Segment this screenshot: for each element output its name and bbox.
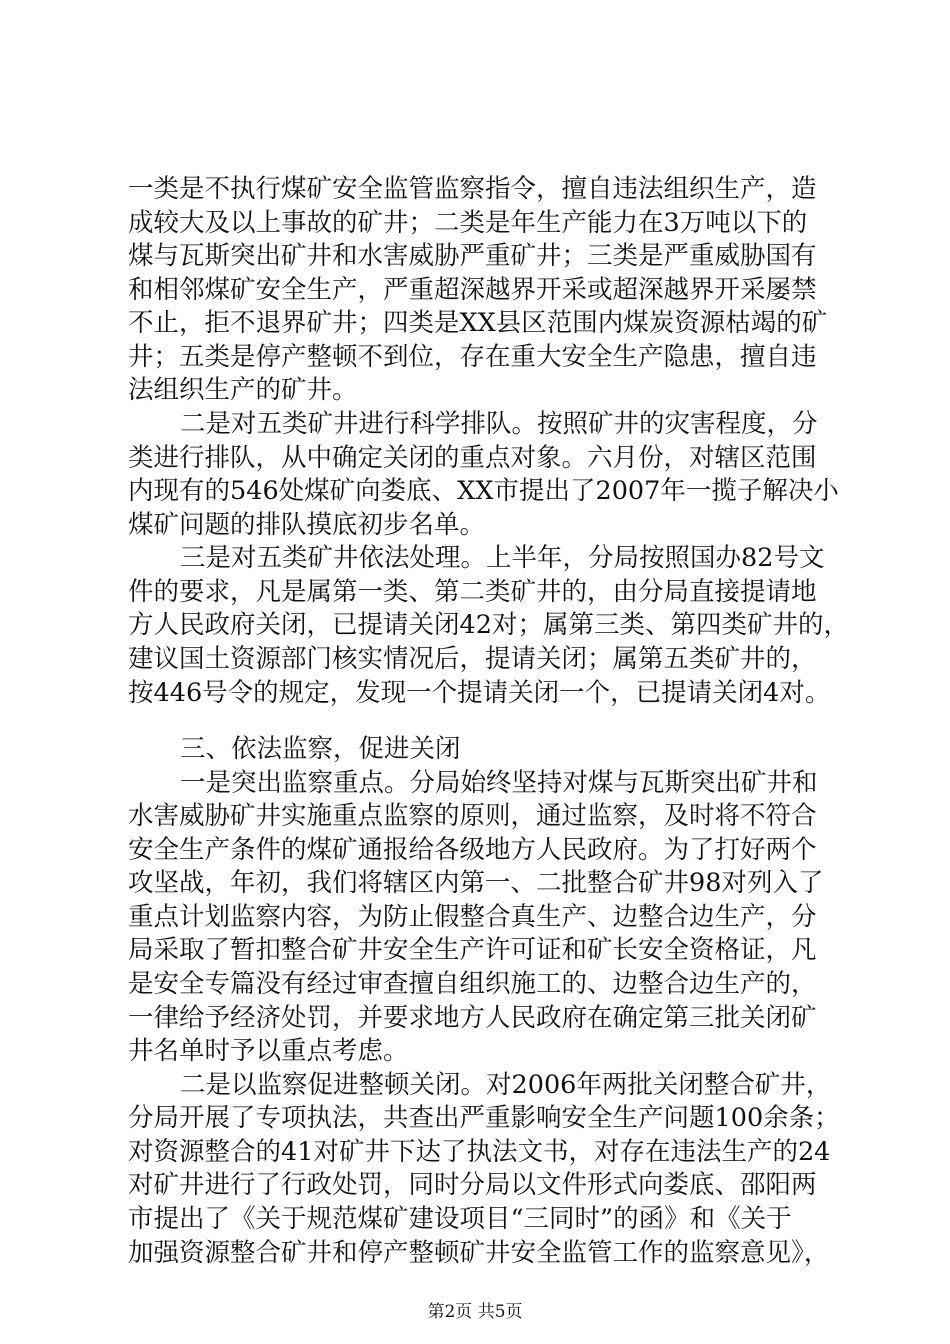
text-line: 件的要求，凡是属第一类、第二类矿井的，由分局直接提请地 (128, 577, 817, 607)
text-line: 法组织生产的矿井。 (128, 375, 358, 405)
text-line: 对资源整合的41对矿井下达了执法文书，对存在违法生产的24 (128, 1137, 831, 1167)
text-line: 煤与瓦斯突出矿井和水害威胁严重矿井；三类是严重威胁国有 (128, 241, 817, 271)
text-line: 煤矿问题的排队摸底初步名单。 (128, 510, 486, 540)
text-line: 水害威胁矿井实施重点监察的原则，通过监察，及时将不符合 (128, 801, 817, 831)
text-line: 是安全专篇没有经过审查擅自组织施工的、边整合边生产的， (128, 969, 817, 999)
text-line: 按446号令的规定，发现一个提请关闭一个，已提请关闭4对。 (128, 678, 831, 708)
text-line: 井；五类是停产整顿不到位，存在重大安全生产隐患，擅自违 (128, 342, 817, 372)
text-line: 成较大及以上事故的矿井；二类是年生产能力在3万吨以下的 (128, 208, 808, 238)
paragraph-start-line: 一是突出监察重点。分局始终坚持对煤与瓦斯突出矿井和 (180, 768, 818, 798)
text-line: 和相邻煤矿安全生产，严重超深越界开采或超深越界开采屡禁 (128, 275, 817, 305)
text-line: 内现有的546处煤矿向娄底、XX市提出了2007年一揽子解决小 (128, 476, 839, 506)
page-footer: 第2页 共5页 (427, 1302, 523, 1322)
paragraph-start-line: 三是对五类矿井依法处理。上半年，分局按照国办82号文 (180, 543, 825, 573)
text-line: 一类是不执行煤矿安全监管监察指令，擅自违法组织生产，造 (128, 174, 817, 204)
text-line: 类进行排队，从中确定关闭的重点对象。六月份，对辖区范围 (128, 443, 817, 473)
text-line: 对矿井进行了行政处罚，同时分局以文件形式向娄底、邵阳两 (128, 1170, 817, 1200)
text-line: 加强资源整合矿井和停产整顿矿井安全监管工作的监察意见》， (128, 1238, 830, 1268)
text-line: 一律给予经济处罚，并要求地方人民政府在确定第三批关闭矿 (128, 1003, 817, 1033)
text-line: 市提出了《关于规范煤矿建设项目“三同时”的函》和《关于 (128, 1204, 792, 1234)
text-line: 分局开展了专项执法，共查出严重影响安全生产问题100余条； (128, 1103, 840, 1133)
text-line: 安全生产条件的煤矿通报给各级地方人民政府。为了打好两个 (128, 835, 817, 865)
text-line: 重点计划监察内容，为防止假整合真生产、边整合边生产，分 (128, 902, 817, 932)
section-heading: 三、依法监察，促进关闭 (180, 734, 461, 764)
paragraph-start-line: 二是对五类矿井进行科学排队。按照矿井的灾害程度，分 (180, 409, 818, 439)
text-line: 井名单时予以重点考虑。 (128, 1036, 409, 1066)
text-line: 不止，拒不退界矿井；四类是XX县区范围内煤炭资源枯竭的矿 (128, 308, 828, 338)
paragraph-start-line: 二是以监察促进整顿关闭。对2006年两批关闭整合矿井， (180, 1070, 832, 1100)
text-line: 攻坚战，年初，我们将辖区内第一、二批整合矿井98对列入了 (128, 868, 824, 898)
text-line: 方人民政府关闭，已提请关闭42对；属第三类、第四类矿井的， (128, 610, 849, 640)
text-line: 局采取了暂扣整合矿井安全生产许可证和矿长安全资格证，凡 (128, 935, 817, 965)
text-line: 建议国土资源部门核实情况后，提请关闭；属第五类矿井的， (128, 644, 817, 674)
